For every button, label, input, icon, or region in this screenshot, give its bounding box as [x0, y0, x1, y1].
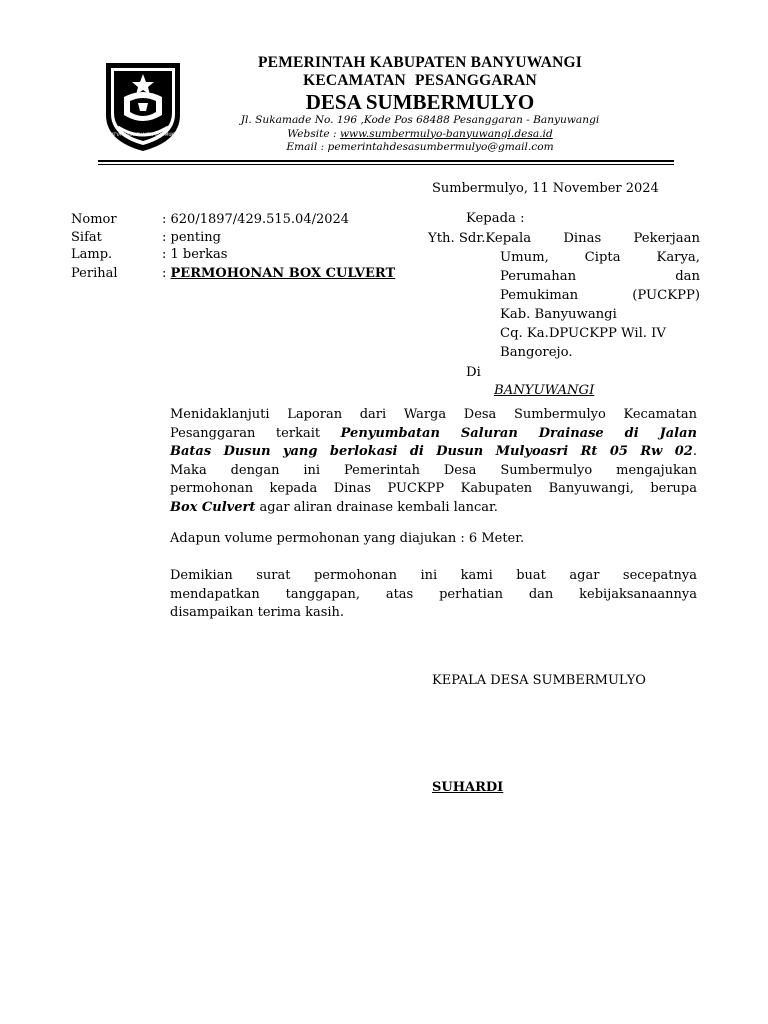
- recipient-city: BANYUWANGI: [494, 383, 595, 398]
- p1-line-3: [170, 443, 697, 462]
- sifat-value: : penting: [162, 230, 221, 245]
- p1-item-emphasis: Box Culvert: [170, 499, 256, 515]
- p1-issue-emphasis: Penyumbatan Saluran Drainase di Jalan: [340, 425, 697, 441]
- sifat-label: Sifat: [71, 230, 102, 245]
- perihal-label: Perihal: [71, 266, 118, 281]
- p3-line-3: disampaikan terima kasih.: [170, 605, 345, 620]
- letterhead-divider-thin: [98, 164, 674, 165]
- signatory-title: KEPALA DESA SUMBERMULYO: [432, 673, 646, 688]
- letterhead: [200, 54, 640, 155]
- p1-location-emphasis: Batas Dusun yang berlokasi di Dusun Mulyoasri Rt 05 Rw 02: [170, 444, 693, 459]
- letter-date: Sumbermulyo, 11 November 2024: [432, 181, 659, 196]
- recipient-line-5: Kab. Banyuwangi: [500, 307, 617, 322]
- letterhead-divider-thick: [98, 160, 674, 162]
- nomor-label: Nomor: [71, 212, 117, 227]
- letterhead-address: Jl. Sukamade No. 196 ,Kode Pos 68488 Pesanggaran - Banyuwangi: [240, 114, 600, 126]
- p3-line-1: Demikian surat permohonan ini kami buat agar secepatnya: [170, 568, 697, 583]
- letterhead-website-line: [200, 128, 640, 142]
- emblem-motto: SATYA BUDHI BHAKTI PRAJA MUKTI: [108, 132, 178, 137]
- email-address: pemerintahdesasumbermulyo@gmail.com: [327, 141, 554, 153]
- p2-line-1: Adapun volume permohonan yang diajukan : 6 Meter.: [170, 531, 525, 546]
- signatory-name: SUHARDI: [432, 780, 504, 795]
- recipient-first-line: [428, 229, 700, 248]
- p1-line-6: [170, 499, 697, 518]
- yth-label: Yth. Sdr.: [428, 231, 486, 246]
- recipient-line-4: Pemukiman (PUCKPP): [500, 288, 700, 303]
- p1-line-6-text: agar aliran drainase kembali lancar.: [255, 499, 498, 515]
- letterhead-government: PEMERINTAH KABUPATEN BANYUWANGI: [258, 54, 582, 71]
- body-paragraph-3: [170, 567, 697, 623]
- p3-line-2: mendapatkan tanggapan, atas perhatian dan kebijaksanaannya: [170, 586, 697, 602]
- p1-line-1: Menidaklanjuti Laporan dari Warga Desa Sumbermulyo Kecamatan: [170, 407, 697, 422]
- letterhead-village: DESA SUMBERMULYO: [305, 90, 535, 114]
- body-paragraph-2: [170, 530, 697, 549]
- lamp-label: Lamp.: [71, 247, 113, 262]
- body-paragraph-1: [170, 406, 697, 517]
- p1-line-5: permohonan kepada Dinas PUCKPP Kabupaten Banyuwangi, berupa: [170, 481, 697, 496]
- email-label: Email :: [286, 141, 328, 153]
- recipient-line-6: Cq. Ka.DPUCKPP Wil. IV: [500, 326, 666, 341]
- perihal-value: PERMOHONAN BOX CULVERT: [170, 266, 396, 281]
- p1-line-2-text: Pesanggaran terkait: [170, 425, 341, 441]
- nomor-value: : 620/1897/429.515.04/2024: [162, 212, 350, 227]
- recipient-line-3: Perumahan dan: [500, 269, 700, 284]
- recipient-block: [428, 229, 700, 362]
- p1-line-4: Maka dengan ini Pemerintah Desa Sumbermulyo mengajukan: [170, 462, 697, 478]
- regency-emblem-logo: [100, 57, 186, 153]
- website-label: Website :: [287, 127, 340, 140]
- p1-line-2: [170, 425, 697, 444]
- di-label: Di: [466, 365, 481, 380]
- p1-line-3-period: .: [692, 444, 697, 459]
- letterhead-district: KECAMATAN PESANGGARAN: [303, 72, 537, 89]
- lamp-value: : 1 berkas: [162, 247, 228, 262]
- letterhead-email-line: [200, 141, 640, 155]
- website-link[interactable]: www.sumbermulyo-banyuwangi.desa.id: [339, 127, 553, 140]
- kepada-label: Kepada :: [466, 211, 525, 226]
- perihal-row: [162, 265, 395, 283]
- perihal-colon: :: [162, 266, 171, 281]
- recipient-line-7: Bangorejo.: [500, 345, 573, 360]
- recipient-line-2: Umum, Cipta Karya,: [500, 250, 700, 265]
- recipient-line-1: Kepala Dinas Pekerjaan: [485, 231, 700, 246]
